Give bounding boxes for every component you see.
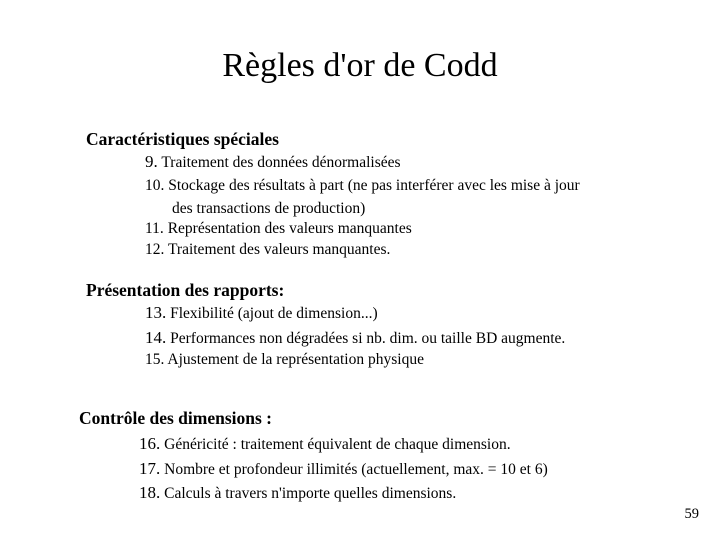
list-item-continuation bbox=[172, 199, 365, 219]
item-number: 12. bbox=[145, 241, 165, 258]
item-text: Ajustement de la représentation physique bbox=[167, 351, 424, 368]
section-heading-controle: Contrôle des dimensions : bbox=[79, 408, 272, 428]
item-text: Stockage des résultats à part (ne pas interférer avec les mise à jour bbox=[168, 177, 580, 194]
section-heading-caracteristiques: Caractéristiques spéciales bbox=[86, 129, 279, 149]
list-item bbox=[145, 219, 412, 239]
item-text: Généricité : traitement équivalent de chaque dimension. bbox=[164, 436, 511, 453]
item-text: Performances non dégradées si nb. dim. ou taille BD augmente. bbox=[170, 330, 566, 347]
item-number: 15. bbox=[145, 351, 165, 368]
item-text: Traitement des données dénormalisées bbox=[161, 154, 401, 171]
list-item bbox=[145, 350, 424, 370]
list-item bbox=[145, 328, 565, 349]
page-number: 59 bbox=[684, 506, 699, 522]
item-text: Flexibilité (ajout de dimension...) bbox=[170, 305, 378, 322]
item-text: Représentation des valeurs manquantes bbox=[167, 220, 412, 237]
list-item bbox=[139, 459, 548, 480]
item-text: des transactions de production) bbox=[172, 200, 366, 217]
item-number: 18. bbox=[139, 483, 161, 502]
item-number: 11. bbox=[145, 220, 164, 237]
slide-title: Règles d'or de Codd bbox=[222, 47, 498, 84]
item-text: Traitement des valeurs manquantes. bbox=[167, 241, 391, 258]
item-number: 10. bbox=[145, 177, 165, 194]
item-number: 17. bbox=[139, 459, 161, 478]
item-text: Calculs à travers n'importe quelles dimensions. bbox=[164, 485, 457, 502]
section-heading-presentation: Présentation des rapports: bbox=[86, 280, 285, 300]
item-number: 13. bbox=[145, 303, 167, 322]
list-item bbox=[145, 303, 378, 324]
item-number: 14. bbox=[145, 328, 167, 347]
list-item bbox=[139, 434, 511, 455]
item-number: 16. bbox=[139, 434, 161, 453]
list-item bbox=[139, 483, 456, 504]
item-number: 9. bbox=[145, 152, 158, 171]
list-item bbox=[145, 240, 390, 260]
list-item bbox=[145, 152, 401, 173]
item-text: Nombre et profondeur illimités (actuellement, max. = 10 et 6) bbox=[164, 461, 548, 478]
list-item bbox=[145, 176, 580, 196]
